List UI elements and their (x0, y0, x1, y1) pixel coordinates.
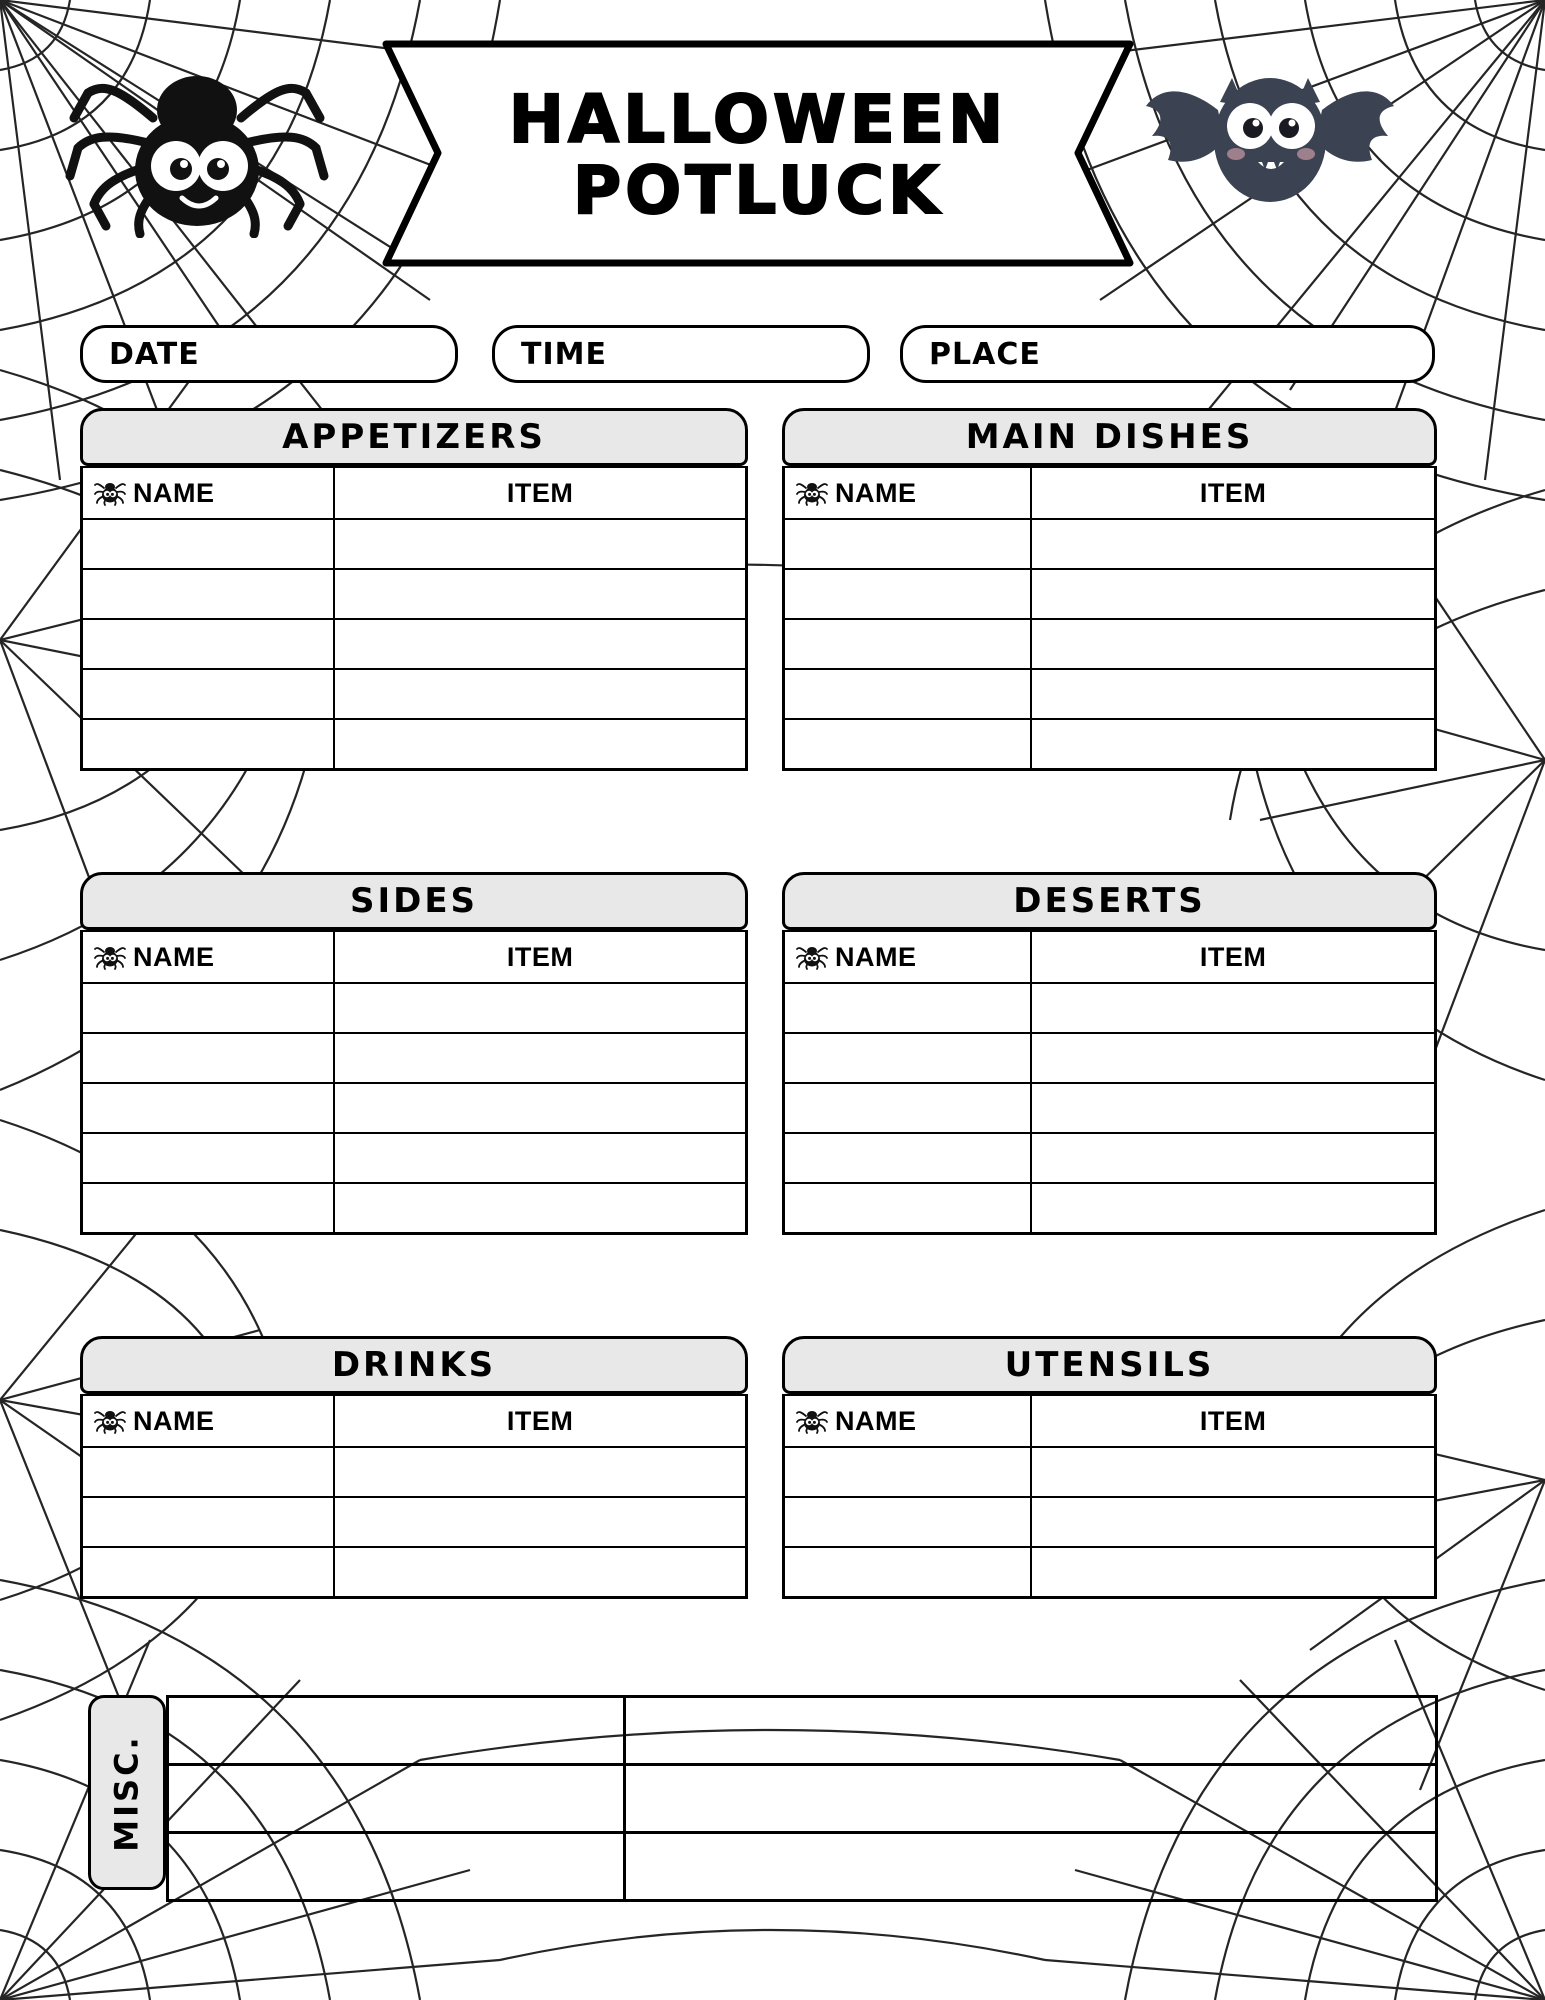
cell-name[interactable] (82, 669, 335, 719)
section-misc (88, 1695, 1438, 1890)
cell-name[interactable] (82, 1447, 335, 1497)
cell-name[interactable] (82, 569, 335, 619)
cell-misc-right[interactable] (624, 1833, 1436, 1901)
main-dishes-table[interactable] (782, 466, 1437, 771)
section-utensils-title: UTENSILS (782, 1336, 1437, 1394)
cell-name[interactable] (784, 669, 1032, 719)
table-row[interactable] (82, 1447, 747, 1497)
date-field[interactable] (80, 325, 458, 383)
table-row[interactable] (784, 1447, 1436, 1497)
cell-misc-right[interactable] (624, 1765, 1436, 1833)
sides-item-header: ITEM (334, 931, 746, 983)
cell-name[interactable] (82, 1033, 335, 1083)
main-dishes-name-header (784, 467, 1032, 519)
section-appetizers (80, 408, 748, 771)
table-row[interactable] (784, 719, 1436, 770)
cell-name[interactable] (82, 1547, 335, 1598)
drinks-name-header (82, 1395, 335, 1447)
date-label: DATE (109, 336, 200, 372)
appetizers-table[interactable] (80, 466, 748, 771)
table-row[interactable] (784, 619, 1436, 669)
appetizers-item-header: ITEM (334, 467, 746, 519)
cell-name[interactable] (784, 983, 1032, 1033)
cell-item[interactable] (1031, 569, 1435, 619)
main-dishes-name-label: NAME (835, 477, 917, 508)
sides-name-label: NAME (133, 941, 215, 972)
cell-name[interactable] (784, 1547, 1032, 1598)
time-label: TIME (521, 336, 607, 372)
section-main-dishes (782, 408, 1437, 771)
table-row[interactable] (784, 1083, 1436, 1133)
section-deserts (782, 872, 1437, 1235)
table-row[interactable] (784, 983, 1436, 1033)
misc-label-tab (88, 1695, 166, 1890)
cell-item[interactable] (334, 1133, 746, 1183)
deserts-item-header: ITEM (1031, 931, 1435, 983)
table-row[interactable] (82, 1497, 747, 1547)
cell-name[interactable] (784, 569, 1032, 619)
cell-name[interactable] (82, 719, 335, 770)
section-appetizers-title: APPETIZERS (80, 408, 748, 466)
deserts-name-label: NAME (835, 941, 917, 972)
section-drinks-title: DRINKS (80, 1336, 748, 1394)
drinks-item-header: ITEM (334, 1395, 746, 1447)
table-row[interactable] (168, 1833, 1437, 1901)
cell-name[interactable] (784, 1033, 1032, 1083)
cell-item[interactable] (1031, 719, 1435, 770)
cell-name[interactable] (82, 1183, 335, 1234)
section-sides-title: SIDES (80, 872, 748, 930)
table-row[interactable] (82, 619, 747, 669)
table-row[interactable] (784, 1547, 1436, 1598)
cell-item[interactable] (334, 1497, 746, 1547)
section-drinks (80, 1336, 748, 1599)
table-row[interactable] (784, 519, 1436, 569)
table-row[interactable] (784, 1033, 1436, 1083)
cell-misc-left[interactable] (168, 1697, 625, 1765)
table-row[interactable] (82, 569, 747, 619)
cell-item[interactable] (1031, 1447, 1435, 1497)
spider-icon (93, 480, 127, 506)
utensils-table[interactable] (782, 1394, 1437, 1599)
table-row[interactable] (82, 983, 747, 1033)
sides-table[interactable] (80, 930, 748, 1235)
cell-item[interactable] (1031, 519, 1435, 569)
cell-item[interactable] (1031, 669, 1435, 719)
misc-label: MISC. (108, 1733, 146, 1852)
cell-item[interactable] (1031, 1497, 1435, 1547)
table-row[interactable] (784, 669, 1436, 719)
cell-item[interactable] (334, 619, 746, 669)
table-row[interactable] (82, 1133, 747, 1183)
cell-item[interactable] (1031, 1183, 1435, 1234)
cell-item[interactable] (334, 983, 746, 1033)
cell-name[interactable] (82, 1497, 335, 1547)
cell-item[interactable] (1031, 1033, 1435, 1083)
cell-name[interactable] (82, 1133, 335, 1183)
spider-icon (795, 1408, 829, 1434)
cell-item[interactable] (1031, 1083, 1435, 1133)
table-row[interactable] (82, 669, 747, 719)
table-row[interactable] (82, 1083, 747, 1133)
title-banner (378, 36, 1138, 271)
place-field[interactable] (900, 325, 1435, 383)
table-row[interactable] (82, 519, 747, 569)
cell-name[interactable] (784, 519, 1032, 569)
table-row[interactable] (784, 569, 1436, 619)
table-row[interactable] (784, 1183, 1436, 1234)
cell-misc-left[interactable] (168, 1765, 625, 1833)
deserts-table[interactable] (782, 930, 1437, 1235)
utensils-item-header: ITEM (1031, 1395, 1435, 1447)
place-label: PLACE (929, 336, 1041, 372)
cell-item[interactable] (1031, 983, 1435, 1033)
spider-icon (795, 944, 829, 970)
table-row[interactable] (82, 719, 747, 770)
spider-icon (93, 944, 127, 970)
cell-item[interactable] (334, 719, 746, 770)
sides-name-header (82, 931, 335, 983)
table-row[interactable] (784, 1133, 1436, 1183)
section-utensils (782, 1336, 1437, 1599)
cell-name[interactable] (82, 519, 335, 569)
deserts-name-header (784, 931, 1032, 983)
appetizers-name-header (82, 467, 335, 519)
cell-item[interactable] (334, 1547, 746, 1598)
drinks-name-label: NAME (133, 1405, 215, 1436)
spider-icon (795, 480, 829, 506)
cell-misc-right[interactable] (624, 1697, 1436, 1765)
cell-name[interactable] (784, 1497, 1032, 1547)
cell-item[interactable] (334, 1083, 746, 1133)
spider-icon (93, 1408, 127, 1434)
utensils-name-label: NAME (835, 1405, 917, 1436)
cell-item[interactable] (334, 1033, 746, 1083)
bat-illustration (1140, 48, 1400, 228)
cell-name[interactable] (784, 1183, 1032, 1234)
main-dishes-item-header: ITEM (1031, 467, 1435, 519)
cell-item[interactable] (1031, 1547, 1435, 1598)
table-row[interactable] (784, 1497, 1436, 1547)
table-row[interactable] (82, 1547, 747, 1598)
cell-name[interactable] (82, 1083, 335, 1133)
appetizers-name-label: NAME (133, 477, 215, 508)
cell-item[interactable] (334, 1183, 746, 1234)
cell-item[interactable] (1031, 1133, 1435, 1183)
time-field[interactable] (492, 325, 870, 383)
cell-name[interactable] (784, 1133, 1032, 1183)
section-sides (80, 872, 748, 1235)
cell-item[interactable] (334, 519, 746, 569)
utensils-name-header (784, 1395, 1032, 1447)
drinks-table[interactable] (80, 1394, 748, 1599)
cell-item[interactable] (334, 569, 746, 619)
section-deserts-title: DESERTS (782, 872, 1437, 930)
cell-item[interactable] (1031, 619, 1435, 669)
cell-misc-left[interactable] (168, 1833, 625, 1901)
page-title-line2: POTLUCK (572, 151, 944, 229)
table-row[interactable] (82, 1033, 747, 1083)
cell-name[interactable] (82, 983, 335, 1033)
spider-illustration (48, 48, 348, 238)
table-row[interactable] (82, 1183, 747, 1234)
page-title-line1: HALLOWEEN (508, 80, 1008, 158)
cell-name[interactable] (784, 719, 1032, 770)
cell-name[interactable] (784, 1083, 1032, 1133)
table-row[interactable] (168, 1697, 1437, 1765)
cell-name[interactable] (784, 619, 1032, 669)
table-row[interactable] (168, 1765, 1437, 1833)
cell-item[interactable] (334, 669, 746, 719)
cell-item[interactable] (334, 1447, 746, 1497)
misc-table[interactable] (166, 1695, 1438, 1902)
section-main-dishes-title: MAIN DISHES (782, 408, 1437, 466)
cell-name[interactable] (82, 619, 335, 669)
cell-name[interactable] (784, 1447, 1032, 1497)
